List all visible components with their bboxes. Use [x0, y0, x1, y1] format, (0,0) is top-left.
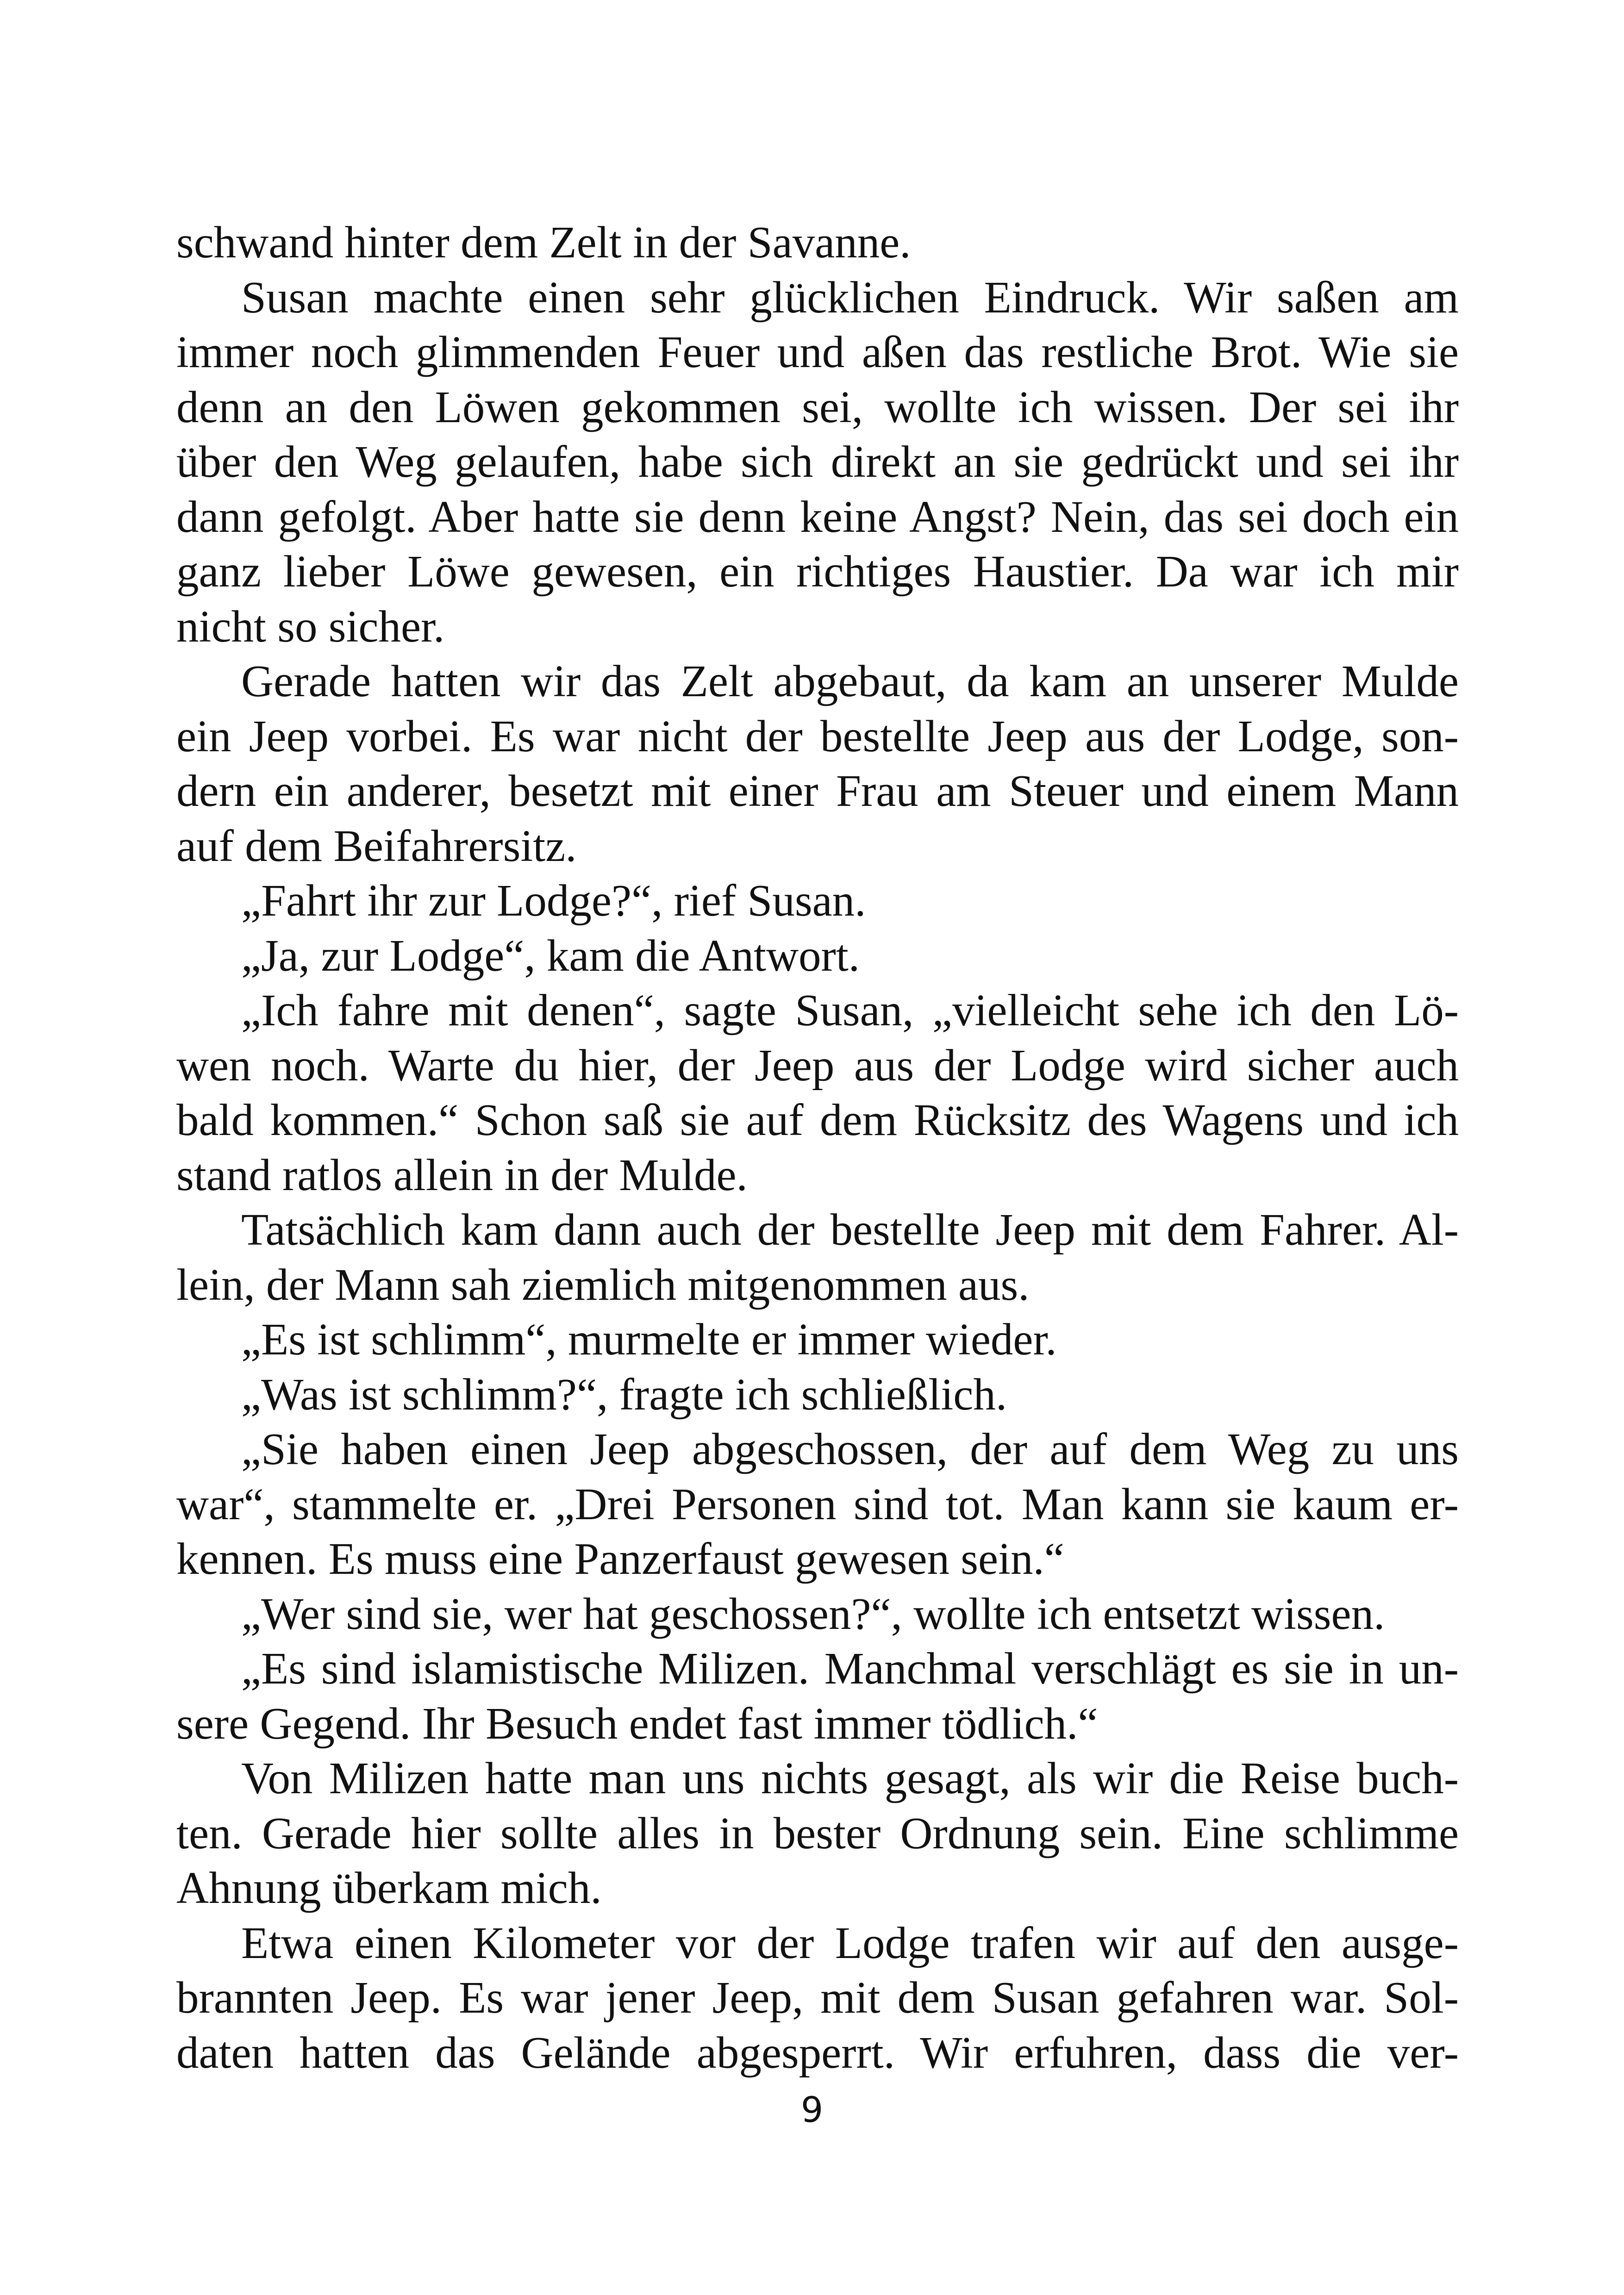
text-line: lein, der Mann sah ziemlich mitgenommen aus.: [176, 1260, 1030, 1310]
text-line: dern ein anderer, besetzt mit einer Frau am Steuer und einem Mann: [176, 766, 1459, 816]
text-line: „Ja, zur Lodge“, kam die Antwort.: [241, 930, 860, 980]
text-line: „Es ist schlimm“, murmelte er immer wieder.: [241, 1315, 1057, 1364]
text-line: denn an den Löwen gekommen sei, wollte ich wissen. Der sei ihr: [176, 382, 1459, 432]
text-line: schwand hinter dem Zelt in der Savanne.: [176, 218, 911, 267]
text-line: Tatsächlich kam dann auch der bestellte Jeep mit dem Fahrer. Al-: [241, 1205, 1459, 1254]
text-line: ganz lieber Löwe gewesen, ein richtiges Haustier. Da war ich mir: [176, 547, 1459, 596]
text-line: „Es sind islamistische Milizen. Manchmal verschlägt es sie in un-: [241, 1644, 1459, 1693]
text-line: bald kommen.“ Schon saß sie auf dem Rücksitz des Wagens und ich: [176, 1095, 1459, 1145]
text-line: nicht so sicher.: [176, 601, 445, 651]
text-line: dann gefolgt. Aber hatte sie denn keine Angst? Nein, das sei doch ein: [176, 492, 1459, 542]
text-line: auf dem Beifahrersitz.: [176, 821, 577, 871]
text-line: „Sie haben einen Jeep abgeschossen, der auf dem Weg zu uns: [241, 1424, 1459, 1474]
text-line: Susan machte einen sehr glücklichen Eindruck. Wir saßen am: [241, 272, 1459, 322]
text-line: ten. Gerade hier sollte alles in bester Ordnung sein. Eine schlimme: [176, 1808, 1459, 1858]
text-line: Ahnung überkam mich.: [176, 1863, 602, 1913]
page-body: [176, 215, 1459, 2080]
text-line: daten hatten das Gelände abgesperrt. Wir erfuhren, dass die ver-: [176, 2027, 1459, 2077]
text-line: kennen. Es muss eine Panzerfaust gewesen sein.“: [176, 1534, 1064, 1584]
text-line: immer noch glimmenden Feuer und aßen das restliche Brot. Wie sie: [176, 327, 1459, 377]
text-line: sere Gegend. Ihr Besuch endet fast immer tödlich.“: [176, 1698, 1098, 1748]
text-line: „Ich fahre mit denen“, sagte Susan, „vielleicht sehe ich den Lö-: [241, 985, 1459, 1035]
text-line: war“, stammelte er. „Drei Personen sind tot. Man kann sie kaum er-: [176, 1479, 1459, 1529]
text-line: „Wer sind sie, wer hat geschossen?“, wollte ich entsetzt wissen.: [241, 1589, 1385, 1639]
text-line: Von Milizen hatte man uns nichts gesagt, als wir die Reise buch-: [241, 1753, 1459, 1803]
text-line: ein Jeep vorbei. Es war nicht der bestellte Jeep aus der Lodge, son-: [176, 711, 1459, 761]
text-line: „Fahrt ihr zur Lodge?“, rief Susan.: [241, 876, 866, 925]
text-line: Etwa einen Kilometer vor der Lodge trafen wir auf den ausge-: [241, 1918, 1459, 1968]
text-line: über den Weg gelaufen, habe sich direkt an sie gedrückt und sei ihr: [176, 437, 1459, 486]
text-line: stand ratlos allein in der Mulde.: [176, 1150, 748, 1200]
text-line: Gerade hatten wir das Zelt abgebaut, da kam an unserer Mulde: [241, 656, 1459, 706]
text-line: wen noch. Warte du hier, der Jeep aus der Lodge wird sicher auch: [176, 1040, 1459, 1090]
text-line: „Was ist schlimm?“, fragte ich schließlich.: [241, 1369, 1007, 1419]
text-line: brannten Jeep. Es war jener Jeep, mit dem Susan gefahren war. Sol-: [176, 1973, 1459, 2022]
page-number: 9: [800, 2089, 824, 2130]
